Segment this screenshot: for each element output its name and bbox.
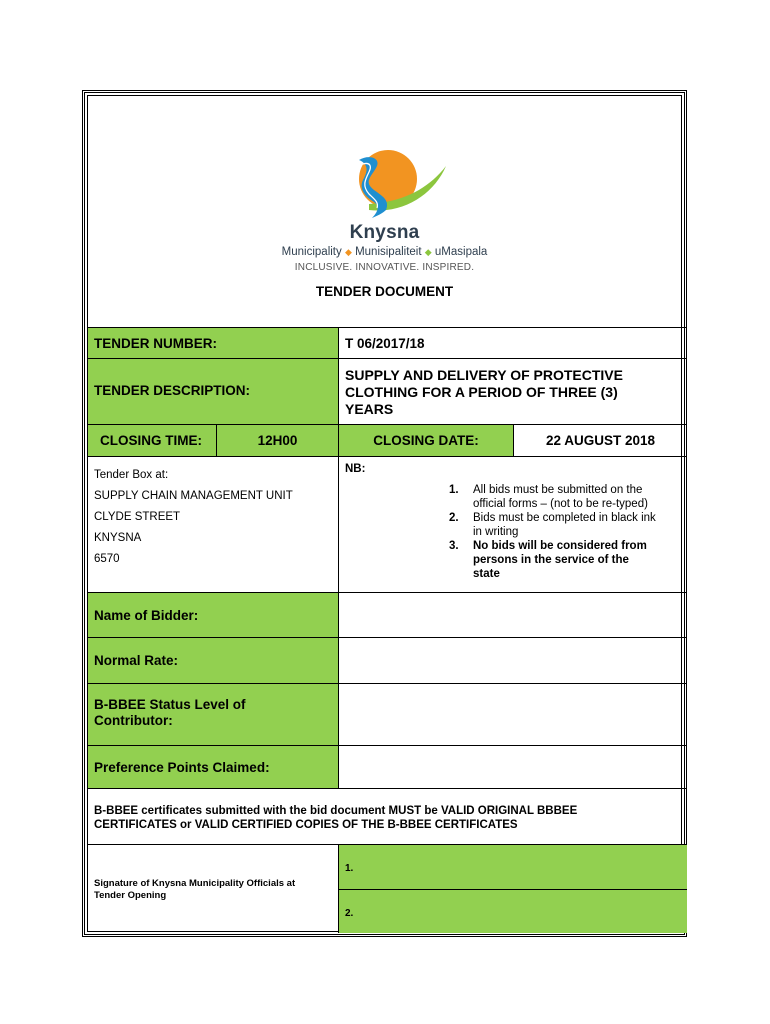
logo-lang-3: uMasipala — [434, 246, 488, 258]
bidder-name-label: Name of Bidder: — [88, 592, 338, 637]
nb-item-line: persons in the service of the — [473, 554, 629, 566]
bbbee-note-line-1: B-BBEE certificates submitted with the bid document MUST be VALID ORIGINAL BBBEE — [94, 805, 578, 817]
bbbee-note-line-2: CERTIFICATES or VALID CERTIFIED COPIES OF THE B-BBEE CERTIFICATES — [94, 819, 518, 831]
nb-item-line: in writing — [473, 526, 519, 538]
description-line-2: CLOTHING FOR A PERIOD OF THREE (3) — [345, 384, 618, 400]
preference-points-label: Preference Points Claimed: — [88, 745, 338, 788]
description-line-3: YEARS — [345, 401, 394, 417]
closing-date-value: 22 AUGUST 2018 — [513, 424, 687, 456]
bbbee-level-label — [88, 683, 338, 745]
tender-description-label: TENDER DESCRIPTION: — [88, 358, 338, 424]
address-line-3: KNYSNA — [94, 532, 142, 544]
nb-item — [449, 483, 687, 511]
nb-item — [449, 511, 687, 539]
closing-time-label: CLOSING TIME: — [88, 424, 216, 456]
bbbee-level-line-1: B-BBEE Status Level of — [94, 697, 246, 712]
nb-item — [449, 539, 687, 581]
address-block — [88, 456, 338, 592]
logo-lang-2: Munisipaliteit — [355, 246, 422, 258]
nb-item-number: 1. — [449, 484, 459, 496]
logo-lang-1: Municipality — [281, 246, 342, 258]
address-line-2: CLYDE STREET — [94, 511, 181, 523]
normal-rate-field[interactable] — [338, 637, 687, 683]
tender-number-value: T 06/2017/18 — [338, 327, 687, 358]
diamond-icon: ◆ — [424, 247, 432, 257]
bbbee-level-field[interactable] — [338, 683, 687, 745]
address-line-1: SUPPLY CHAIN MANAGEMENT UNIT — [94, 490, 293, 502]
signature-slot-1[interactable]: 1. — [338, 844, 687, 889]
logo-tagline: INCLUSIVE. INNOVATIVE. INSPIRED. — [294, 262, 475, 273]
nb-item-line: All bids must be submitted on the — [473, 484, 643, 496]
closing-time-value: 12H00 — [216, 424, 338, 456]
description-line-1: SUPPLY AND DELIVERY OF PROTECTIVE — [345, 367, 623, 383]
document-inner — [87, 95, 682, 932]
bbbee-level-line-2: Contributor: — [94, 713, 173, 728]
address-intro: Tender Box at: — [94, 469, 169, 481]
nb-list — [449, 483, 687, 581]
bbbee-note — [88, 788, 687, 844]
bidder-name-field[interactable] — [338, 592, 687, 637]
signature-label — [88, 844, 338, 933]
signature-label-line-1: Signature of Knysna Municipality Officials at — [94, 878, 296, 889]
logo-text-block — [88, 148, 681, 278]
address-line-4: 6570 — [94, 553, 120, 565]
closing-date-label: CLOSING DATE: — [338, 424, 513, 456]
document-title: TENDER DOCUMENT — [315, 284, 454, 299]
nb-item-number: 2. — [449, 512, 459, 524]
preference-points-field[interactable] — [338, 745, 687, 788]
tender-description-value — [338, 358, 687, 424]
logo-name: Knysna — [349, 222, 420, 243]
logo-languages — [88, 246, 681, 258]
signature-slot-2[interactable]: 2. — [338, 889, 687, 933]
nb-item-line: No bids will be considered from — [473, 540, 647, 552]
nb-item-line: Bids must be completed in black ink — [473, 512, 656, 524]
document-frame — [82, 90, 687, 937]
diamond-icon: ◆ — [344, 247, 352, 257]
tender-number-label: TENDER NUMBER: — [88, 327, 338, 358]
nb-item-number: 3. — [449, 540, 459, 552]
normal-rate-label: Normal Rate: — [88, 637, 338, 683]
signature-label-line-2: Tender Opening — [94, 890, 167, 901]
nb-item-line: official forms – (not to be re-typed) — [473, 498, 648, 510]
nb-item-line: state — [473, 568, 500, 580]
nb-block — [338, 456, 687, 592]
nb-label: NB: — [345, 463, 366, 475]
